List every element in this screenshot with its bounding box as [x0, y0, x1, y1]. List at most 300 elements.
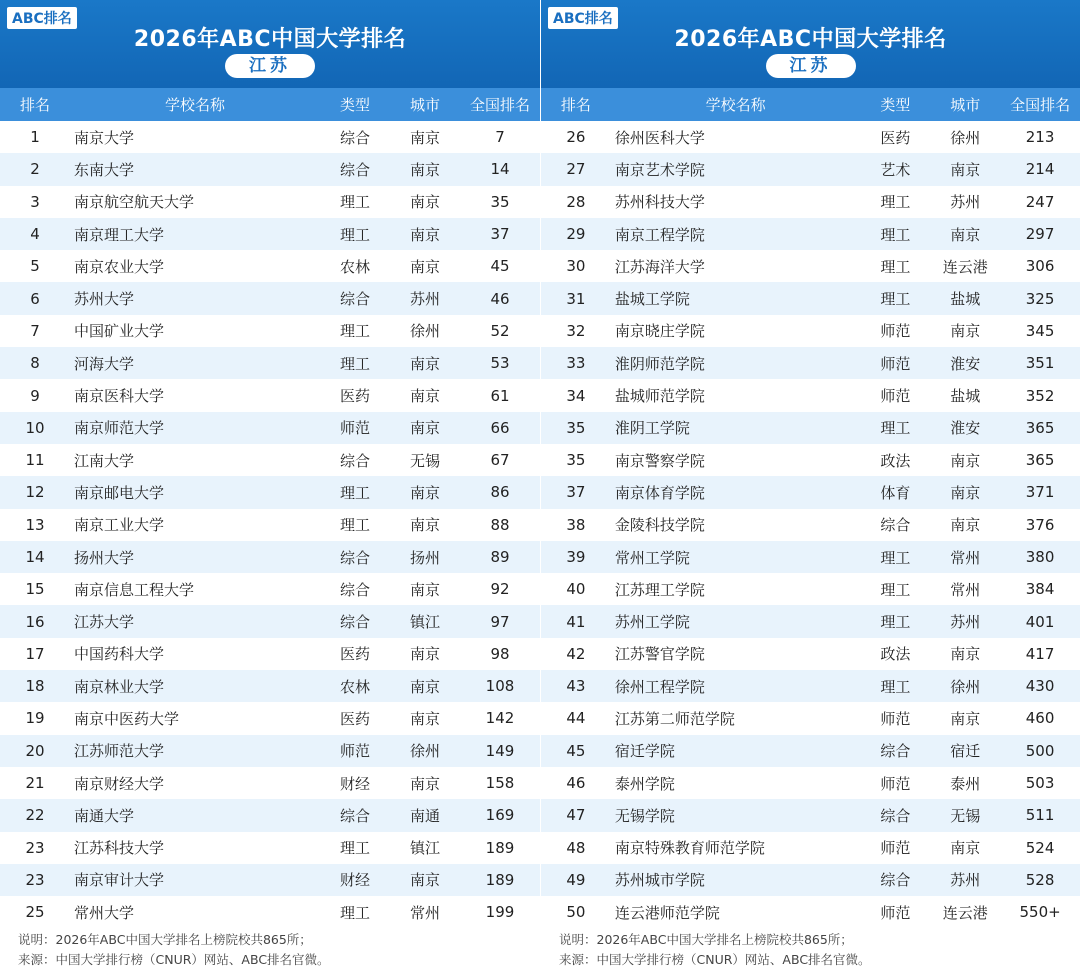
rank-cell: 14 [25, 548, 45, 566]
province-label: 江苏 [225, 54, 315, 78]
rank-cell: 22 [25, 806, 45, 825]
type-cell: 综合 [880, 806, 911, 825]
city-cell: 连云港 [942, 903, 988, 922]
type-cell: 农林 [339, 677, 370, 696]
national-rank-cell: 92 [490, 580, 510, 599]
national-rank-cell: 46 [490, 289, 510, 308]
school-name-cell: 南京特殊教育师范学院 [614, 839, 765, 858]
school-name-cell: 南通大学 [74, 806, 135, 825]
rank-cell: 13 [25, 515, 45, 534]
type-cell: 医药 [339, 387, 370, 406]
ranking-table [541, 121, 1080, 928]
rank-cell: 45 [566, 741, 586, 760]
rank-cell: 23 [25, 838, 45, 857]
type-cell: 艺术 [880, 160, 911, 179]
table-row [541, 573, 1080, 605]
table-row [541, 476, 1080, 508]
type-cell: 体育 [880, 483, 911, 502]
national-rank-cell: 37 [490, 225, 510, 244]
rank-cell: 33 [566, 354, 586, 373]
type-cell: 财经 [339, 774, 370, 793]
national-rank-cell: 550+ [1019, 903, 1061, 922]
school-name-cell: 南京信息工程大学 [74, 580, 195, 599]
rank-cell: 43 [566, 677, 586, 696]
national-rank-cell: 7 [495, 128, 505, 147]
rank-cell: 6 [30, 289, 40, 308]
table-row [541, 315, 1080, 347]
table-row [541, 670, 1080, 702]
type-cell: 医药 [339, 709, 370, 728]
rank-cell: 23 [25, 870, 45, 889]
rank-cell: 32 [566, 321, 586, 340]
city-cell: 南京 [950, 839, 981, 858]
city-cell: 常州 [409, 903, 440, 922]
national-rank-cell: 89 [490, 548, 510, 566]
national-rank-cell: 88 [490, 515, 510, 534]
rank-cell: 20 [25, 741, 45, 760]
school-name-cell: 河海大学 [74, 354, 135, 373]
city-cell: 常州 [950, 548, 981, 567]
national-rank-cell: 14 [490, 160, 510, 179]
table-row [0, 186, 540, 218]
national-rank-cell: 351 [1025, 354, 1055, 373]
city-cell: 南京 [409, 580, 440, 599]
title-banner [541, 0, 1080, 88]
footnotes [0, 930, 540, 970]
city-cell: 徐州 [950, 677, 981, 696]
rank-cell: 16 [25, 612, 45, 631]
school-name-cell: 南京财经大学 [74, 774, 165, 793]
type-cell: 师范 [880, 322, 911, 341]
city-cell: 泰州 [950, 774, 981, 793]
city-cell: 徐州 [409, 322, 440, 341]
type-cell: 理工 [880, 613, 911, 632]
rank-cell: 38 [566, 515, 586, 534]
table-row [0, 379, 540, 411]
school-name-cell: 南京医科大学 [74, 387, 165, 406]
rank-cell: 2 [30, 160, 40, 179]
header-national-rank: 全国排名 [469, 96, 530, 114]
rank-cell: 5 [30, 257, 40, 276]
table-row [0, 832, 540, 864]
table-header [541, 88, 1080, 121]
national-rank-cell: 365 [1025, 418, 1055, 437]
school-name-cell: 淮阴师范学院 [614, 354, 705, 373]
national-rank-cell: 371 [1025, 483, 1055, 502]
school-name-cell: 江苏大学 [74, 613, 135, 632]
city-cell: 南京 [950, 451, 981, 470]
header-rank: 排名 [560, 96, 591, 114]
table-row [541, 864, 1080, 896]
type-cell: 理工 [339, 354, 370, 373]
type-cell: 理工 [339, 483, 370, 502]
city-cell: 南京 [409, 354, 440, 373]
rank-cell: 47 [566, 806, 586, 825]
type-cell: 综合 [339, 160, 370, 179]
table-row [0, 799, 540, 831]
table-row [0, 767, 540, 799]
type-cell: 综合 [339, 451, 370, 470]
table-row [541, 799, 1080, 831]
type-cell: 理工 [339, 322, 370, 341]
type-cell: 师范 [880, 903, 911, 922]
city-cell: 宿迁 [950, 742, 981, 761]
city-cell: 南京 [950, 709, 981, 728]
school-name-cell: 南京大学 [74, 128, 135, 147]
school-name-cell: 东南大学 [74, 160, 135, 179]
school-name-cell: 南京审计大学 [74, 871, 165, 890]
rank-cell: 35 [566, 418, 586, 437]
type-cell: 师范 [339, 419, 370, 438]
school-name-cell: 苏州工学院 [614, 613, 690, 632]
city-cell: 淮安 [950, 354, 981, 373]
table-row [541, 282, 1080, 314]
rank-cell: 3 [30, 192, 40, 211]
city-cell: 南京 [950, 516, 981, 535]
school-name-cell: 江苏师范大学 [74, 742, 165, 761]
type-cell: 理工 [880, 257, 911, 276]
national-rank-cell: 430 [1025, 677, 1055, 696]
footnote-source: 来源：中国大学排行榜（CNUR）网站、ABC排名官微。 [18, 952, 330, 967]
national-rank-cell: 460 [1025, 709, 1055, 728]
type-cell: 综合 [880, 516, 911, 535]
rank-cell: 35 [566, 451, 586, 470]
rank-cell: 30 [566, 257, 586, 276]
city-cell: 南京 [409, 225, 440, 244]
city-cell: 南京 [950, 225, 981, 244]
school-name-cell: 中国矿业大学 [74, 322, 165, 341]
rank-cell: 31 [566, 289, 586, 308]
rank-cell: 25 [25, 903, 45, 922]
school-name-cell: 南京航空航天大学 [74, 193, 195, 212]
type-cell: 师范 [880, 354, 911, 373]
rank-cell: 42 [566, 644, 586, 663]
table-row [541, 832, 1080, 864]
national-rank-cell: 214 [1025, 160, 1055, 179]
type-cell: 综合 [339, 613, 370, 632]
national-rank-cell: 384 [1025, 580, 1055, 599]
table-row [541, 896, 1080, 928]
table-row [541, 186, 1080, 218]
rank-cell: 11 [25, 451, 45, 470]
footnote-description: 说明：2026年ABC中国大学排名上榜院校共865所； [18, 932, 312, 947]
table-row [0, 153, 540, 185]
header-school-name: 学校名称 [705, 96, 766, 114]
type-cell: 综合 [339, 548, 370, 567]
type-cell: 综合 [339, 290, 370, 309]
header-rank: 排名 [19, 96, 50, 114]
type-cell: 理工 [339, 903, 370, 922]
national-rank-cell: 97 [490, 612, 510, 631]
school-name-cell: 徐州医科大学 [614, 128, 705, 147]
footnote-description: 说明：2026年ABC中国大学排名上榜院校共865所； [559, 932, 853, 947]
rank-cell: 8 [30, 354, 40, 373]
rank-cell: 44 [566, 709, 586, 728]
table-row [0, 444, 540, 476]
city-cell: 连云港 [942, 257, 988, 276]
header-type: 类型 [339, 96, 370, 114]
school-name-cell: 苏州大学 [74, 290, 135, 309]
national-rank-cell: 352 [1025, 386, 1055, 405]
city-cell: 常州 [950, 580, 981, 599]
school-name-cell: 苏州科技大学 [614, 193, 705, 212]
national-rank-cell: 53 [490, 354, 510, 373]
table-row [0, 605, 540, 637]
type-cell: 政法 [880, 645, 911, 664]
type-cell: 理工 [880, 548, 911, 567]
city-cell: 南通 [409, 806, 440, 825]
rank-cell: 4 [30, 225, 40, 244]
rank-cell: 28 [566, 192, 586, 211]
school-name-cell: 连云港师范学院 [614, 903, 720, 922]
national-rank-cell: 365 [1025, 451, 1055, 470]
table-row [0, 509, 540, 541]
city-cell: 无锡 [950, 806, 981, 825]
footnote-source: 来源：中国大学排行榜（CNUR）网站、ABC排名官微。 [559, 952, 871, 967]
school-name-cell: 江苏海洋大学 [614, 257, 705, 276]
school-name-cell: 南京工业大学 [74, 516, 165, 535]
header-type: 类型 [880, 96, 911, 114]
rank-cell: 19 [25, 709, 45, 728]
national-rank-cell: 247 [1025, 192, 1055, 211]
national-rank-cell: 376 [1025, 515, 1055, 534]
school-name-cell: 苏州城市学院 [614, 871, 705, 890]
national-rank-cell: 511 [1025, 806, 1055, 825]
school-name-cell: 盐城工学院 [614, 290, 690, 309]
city-cell: 扬州 [409, 548, 440, 567]
city-cell: 苏州 [409, 290, 440, 309]
national-rank-cell: 35 [490, 192, 510, 211]
city-cell: 南京 [409, 483, 440, 502]
table-row [0, 412, 540, 444]
national-rank-cell: 61 [490, 386, 510, 405]
school-name-cell: 江苏科技大学 [74, 839, 165, 858]
type-cell: 理工 [880, 290, 911, 309]
rank-cell: 27 [566, 160, 586, 179]
type-cell: 理工 [339, 225, 370, 244]
national-rank-cell: 86 [490, 483, 510, 502]
school-name-cell: 无锡学院 [614, 806, 675, 825]
school-name-cell: 中国药科大学 [74, 645, 165, 664]
type-cell: 综合 [339, 580, 370, 599]
city-cell: 南京 [409, 128, 440, 147]
city-cell: 南京 [409, 774, 440, 793]
table-row [0, 282, 540, 314]
rank-cell: 26 [566, 128, 586, 147]
national-rank-cell: 213 [1025, 128, 1055, 147]
national-rank-cell: 500 [1025, 741, 1055, 760]
province-label: 江苏 [766, 54, 856, 78]
rank-cell: 41 [566, 612, 586, 631]
rank-cell: 17 [25, 644, 45, 663]
city-cell: 南京 [950, 322, 981, 341]
school-name-cell: 徐州工程学院 [614, 677, 705, 696]
city-cell: 苏州 [950, 871, 981, 890]
table-row [0, 735, 540, 767]
national-rank-cell: 52 [490, 321, 510, 340]
city-cell: 苏州 [950, 613, 981, 632]
table-row [0, 638, 540, 670]
rank-cell: 40 [566, 580, 586, 599]
rank-cell: 7 [30, 321, 40, 340]
national-rank-cell: 158 [485, 774, 515, 793]
table-row [541, 767, 1080, 799]
footnotes [541, 930, 1080, 970]
table-row [0, 670, 540, 702]
school-name-cell: 南京师范大学 [74, 419, 165, 438]
national-rank-cell: 528 [1025, 870, 1055, 889]
table-row [541, 347, 1080, 379]
city-cell: 南京 [950, 645, 981, 664]
national-rank-cell: 169 [485, 806, 515, 825]
city-cell: 南京 [409, 193, 440, 212]
table-row [541, 218, 1080, 250]
ranking-title: 2026年ABC中国大学排名 [674, 27, 947, 52]
school-name-cell: 江苏理工学院 [614, 580, 705, 599]
national-rank-cell: 98 [490, 644, 510, 663]
national-rank-cell: 297 [1025, 225, 1055, 244]
school-name-cell: 淮阴工学院 [614, 419, 690, 438]
national-rank-cell: 45 [490, 257, 510, 276]
rank-cell: 46 [566, 774, 586, 793]
abc-logo-badge: ABC排名 [548, 7, 618, 29]
header-city: 城市 [409, 96, 440, 114]
rank-cell: 37 [566, 483, 586, 502]
table-header [0, 88, 540, 121]
city-cell: 南京 [409, 257, 440, 276]
type-cell: 理工 [880, 677, 911, 696]
national-rank-cell: 149 [485, 741, 515, 760]
type-cell: 综合 [880, 742, 911, 761]
ranking-panel-right [540, 0, 1080, 975]
school-name-cell: 南京林业大学 [74, 677, 165, 696]
national-rank-cell: 66 [490, 418, 510, 437]
rank-cell: 50 [566, 903, 586, 922]
type-cell: 师范 [880, 709, 911, 728]
table-row [0, 541, 540, 573]
header-city: 城市 [950, 96, 981, 114]
school-name-cell: 南京体育学院 [614, 483, 705, 502]
type-cell: 师范 [880, 387, 911, 406]
table-row [0, 864, 540, 896]
type-cell: 理工 [339, 516, 370, 535]
table-row [541, 735, 1080, 767]
header-national-rank: 全国排名 [1010, 96, 1071, 114]
school-name-cell: 南京晓庄学院 [614, 322, 705, 341]
national-rank-cell: 199 [485, 903, 515, 922]
abc-logo-badge: ABC排名 [7, 7, 77, 29]
city-cell: 南京 [409, 160, 440, 179]
type-cell: 师范 [339, 742, 370, 761]
table-row [541, 250, 1080, 282]
type-cell: 师范 [880, 774, 911, 793]
city-cell: 南京 [409, 516, 440, 535]
table-row [0, 121, 540, 153]
school-name-cell: 江南大学 [74, 451, 135, 470]
table-row [541, 412, 1080, 444]
type-cell: 理工 [880, 580, 911, 599]
type-cell: 理工 [339, 193, 370, 212]
type-cell: 政法 [880, 451, 911, 470]
rank-cell: 10 [25, 418, 45, 437]
school-name-cell: 金陵科技学院 [614, 516, 705, 535]
type-cell: 理工 [880, 419, 911, 438]
rank-cell: 9 [30, 386, 40, 405]
table-row [541, 702, 1080, 734]
school-name-cell: 南京邮电大学 [74, 483, 165, 502]
type-cell: 医药 [339, 645, 370, 664]
city-cell: 镇江 [409, 839, 440, 858]
type-cell: 理工 [339, 839, 370, 858]
city-cell: 南京 [409, 677, 440, 696]
rank-cell: 15 [25, 580, 45, 599]
city-cell: 苏州 [950, 193, 981, 212]
table-row [541, 153, 1080, 185]
table-row [0, 347, 540, 379]
school-name-cell: 宿迁学院 [614, 742, 675, 761]
national-rank-cell: 189 [485, 870, 515, 889]
rank-cell: 21 [25, 774, 45, 793]
table-row [541, 638, 1080, 670]
table-row [541, 121, 1080, 153]
rank-cell: 12 [25, 483, 45, 502]
school-name-cell: 南京农业大学 [74, 257, 165, 276]
table-row [0, 476, 540, 508]
city-cell: 盐城 [950, 290, 981, 309]
type-cell: 综合 [339, 128, 370, 147]
ranking-table [0, 121, 540, 928]
national-rank-cell: 345 [1025, 321, 1055, 340]
table-row [0, 702, 540, 734]
school-name-cell: 南京警察学院 [614, 451, 705, 470]
school-name-cell: 江苏警官学院 [614, 645, 705, 664]
table-row [541, 379, 1080, 411]
national-rank-cell: 401 [1025, 612, 1055, 631]
city-cell: 徐州 [950, 128, 981, 147]
national-rank-cell: 189 [485, 838, 515, 857]
type-cell: 医药 [880, 128, 911, 147]
national-rank-cell: 108 [485, 677, 515, 696]
rank-cell: 49 [566, 870, 586, 889]
table-row [541, 605, 1080, 637]
city-cell: 南京 [409, 419, 440, 438]
national-rank-cell: 380 [1025, 548, 1055, 566]
school-name-cell: 常州工学院 [614, 548, 690, 567]
type-cell: 农林 [339, 257, 370, 276]
national-rank-cell: 503 [1025, 774, 1055, 793]
rank-cell: 1 [30, 128, 40, 147]
city-cell: 南京 [409, 871, 440, 890]
table-row [0, 896, 540, 928]
city-cell: 淮安 [950, 419, 981, 438]
type-cell: 理工 [880, 193, 911, 212]
ranking-title: 2026年ABC中国大学排名 [133, 27, 407, 52]
rank-cell: 34 [566, 386, 586, 405]
city-cell: 盐城 [950, 387, 981, 406]
rank-cell: 39 [566, 548, 586, 566]
table-row [0, 250, 540, 282]
city-cell: 镇江 [409, 613, 440, 632]
school-name-cell: 常州大学 [74, 903, 135, 922]
city-cell: 南京 [950, 160, 981, 179]
national-rank-cell: 417 [1025, 644, 1055, 663]
national-rank-cell: 67 [490, 451, 510, 470]
type-cell: 综合 [880, 871, 911, 890]
rank-cell: 18 [25, 677, 45, 696]
national-rank-cell: 524 [1025, 838, 1055, 857]
city-cell: 南京 [409, 709, 440, 728]
table-row [541, 509, 1080, 541]
